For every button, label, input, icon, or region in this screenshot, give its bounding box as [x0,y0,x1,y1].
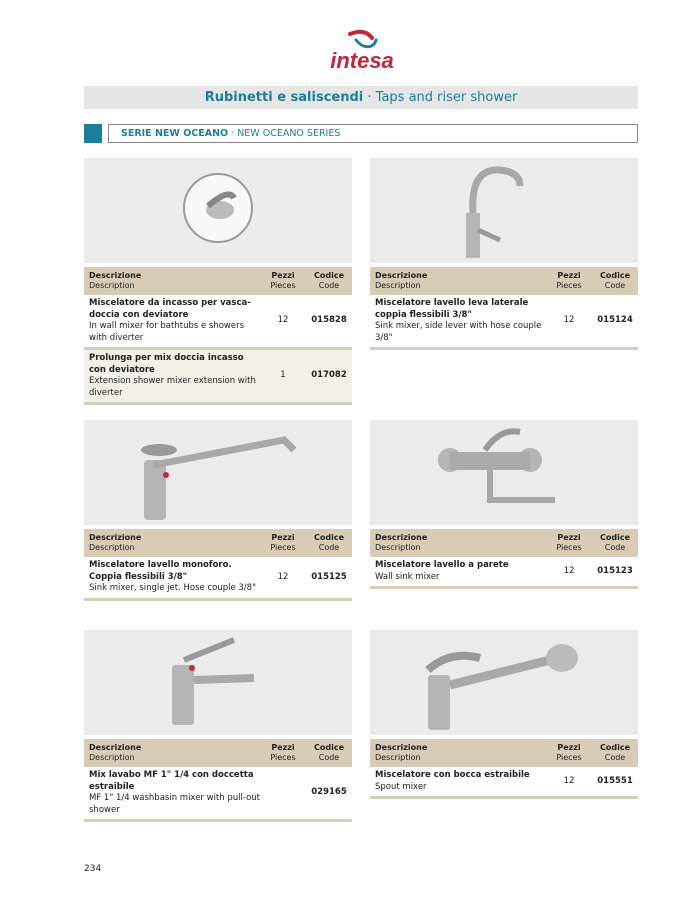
product-name-en: Spout mixer [375,781,427,792]
header-pieces-en: Pieces [270,281,296,290]
header-code-en: Code [318,543,340,552]
product-image [370,158,638,263]
table-row [84,350,352,405]
header-pieces-en: Pieces [270,753,296,762]
table-header [84,739,352,767]
logo-text: intesa [330,48,394,73]
table-row [84,295,352,350]
header-desc-en: Description [375,543,421,552]
header-pieces-it: Pezzi [271,743,295,752]
header-desc-en: Description [89,543,135,552]
product-card-sink-mixer-single [84,420,352,601]
header-pieces-en: Pieces [556,753,582,762]
series-it: SERIE NEW OCEANO [121,128,229,139]
header-code-it: Codice [313,271,344,280]
product-name-en: In wall mixer for bathtubs e showers with diverter [89,321,245,343]
table-header [84,529,352,557]
title-sep: · [363,90,376,105]
product-name-en: MF 1" 1/4 washbasin mixer with pull-out shower [89,793,261,815]
product-name-it: Mix lavabo MF 1" 1/4 con doccetta estraibile [89,770,254,792]
product-card-washbasin-pullout [84,630,352,822]
product-pieces: 12 [563,565,575,576]
product-name-it: Miscelatore lavello monoforo. Coppia flessibili 3/8" [89,560,232,582]
product-card-wall-mixer-diverter [84,158,352,405]
header-code-en: Code [318,281,340,290]
product-code: 015123 [597,565,633,576]
product-pieces: 12 [563,315,575,326]
faucet-icon [370,420,638,525]
header-pieces-it: Pezzi [557,743,581,752]
header-pieces-it: Pezzi [271,271,295,280]
product-image [84,630,352,735]
product-name-en: Sink mixer, single jet. Hose couple 3/8" [89,583,256,593]
faucet-icon [84,420,352,525]
page-number: 234 [84,864,102,874]
table-row [84,557,352,601]
series-title [108,124,638,143]
product-code: 015551 [597,775,633,786]
header-desc-it: Descrizione [375,743,428,752]
header-code-it: Codice [313,533,344,542]
header-code-en: Code [604,543,626,552]
header-pieces-it: Pezzi [557,271,581,280]
header-code-it: Codice [599,271,630,280]
series-marker [84,124,102,143]
header-pieces-en: Pieces [556,543,582,552]
faucet-icon [84,158,352,263]
product-code: 015124 [597,315,633,326]
product-name-it: Miscelatore da incasso per vasca-doccia con deviatore [89,298,251,320]
table-row [84,767,352,822]
product-name-it: Miscelatore lavello a parete [375,560,509,570]
table-row [370,557,638,589]
header-desc-en: Description [89,753,135,762]
header-desc-it: Descrizione [89,533,142,542]
product-name-it: Miscelatore con bocca estraibile [375,770,530,780]
header-code-en: Code [604,753,626,762]
product-code: 029165 [311,787,347,798]
product-image [84,158,352,263]
title-en: Taps and riser shower [375,90,518,105]
header-desc-en: Description [375,281,421,290]
header-pieces-it: Pezzi [271,533,295,542]
header-desc-it: Descrizione [89,271,142,280]
intesa-logo [322,30,402,80]
product-image [84,420,352,525]
product-card-spout-mixer [370,630,638,799]
product-card-sink-mixer-side-lever [370,158,638,350]
series-en: NEW OCEANO SERIES [237,128,341,139]
product-code: 017082 [311,370,347,381]
product-name-en: Extension shower mixer extension with diverter [89,376,256,398]
section-title [84,86,638,109]
table-header [370,267,638,295]
product-pieces: 12 [277,315,289,326]
header-code-it: Codice [599,743,630,752]
product-pieces: 12 [277,571,289,582]
faucet-icon [370,158,638,263]
header-pieces-en: Pieces [556,281,582,290]
table-header [370,529,638,557]
table-row [370,767,638,799]
header-code-it: Codice [313,743,344,752]
header-desc-it: Descrizione [375,271,428,280]
product-code: 015828 [311,315,347,326]
header-pieces-en: Pieces [270,543,296,552]
header-pieces-it: Pezzi [557,533,581,542]
series-sep: · [228,128,238,139]
product-image [370,630,638,735]
title-it: Rubinetti e saliscendi [204,90,364,105]
faucet-icon [370,630,638,735]
header-desc-it: Descrizione [89,743,142,752]
header-desc-en: Description [89,281,135,290]
product-name-en: Wall sink mixer [375,571,440,582]
table-header [84,267,352,295]
product-name-en: Sink mixer, side lever with hose couple 3/8" [375,321,542,343]
faucet-icon [84,630,352,735]
table-header [370,739,638,767]
table-row [370,295,638,350]
product-pieces: 12 [563,775,575,786]
product-pieces: 1 [280,370,286,381]
product-name-it: Prolunga per mix doccia incasso con deviatore [89,353,244,375]
product-image [370,420,638,525]
header-code-en: Code [604,281,626,290]
product-name-it: Miscelatore lavello leva laterale coppia flessibili 3/8" [375,298,529,320]
header-desc-it: Descrizione [375,533,428,542]
header-code-en: Code [318,753,340,762]
product-code: 015125 [311,571,347,582]
product-card-wall-sink-mixer [370,420,638,589]
header-code-it: Codice [599,533,630,542]
header-desc-en: Description [375,753,421,762]
